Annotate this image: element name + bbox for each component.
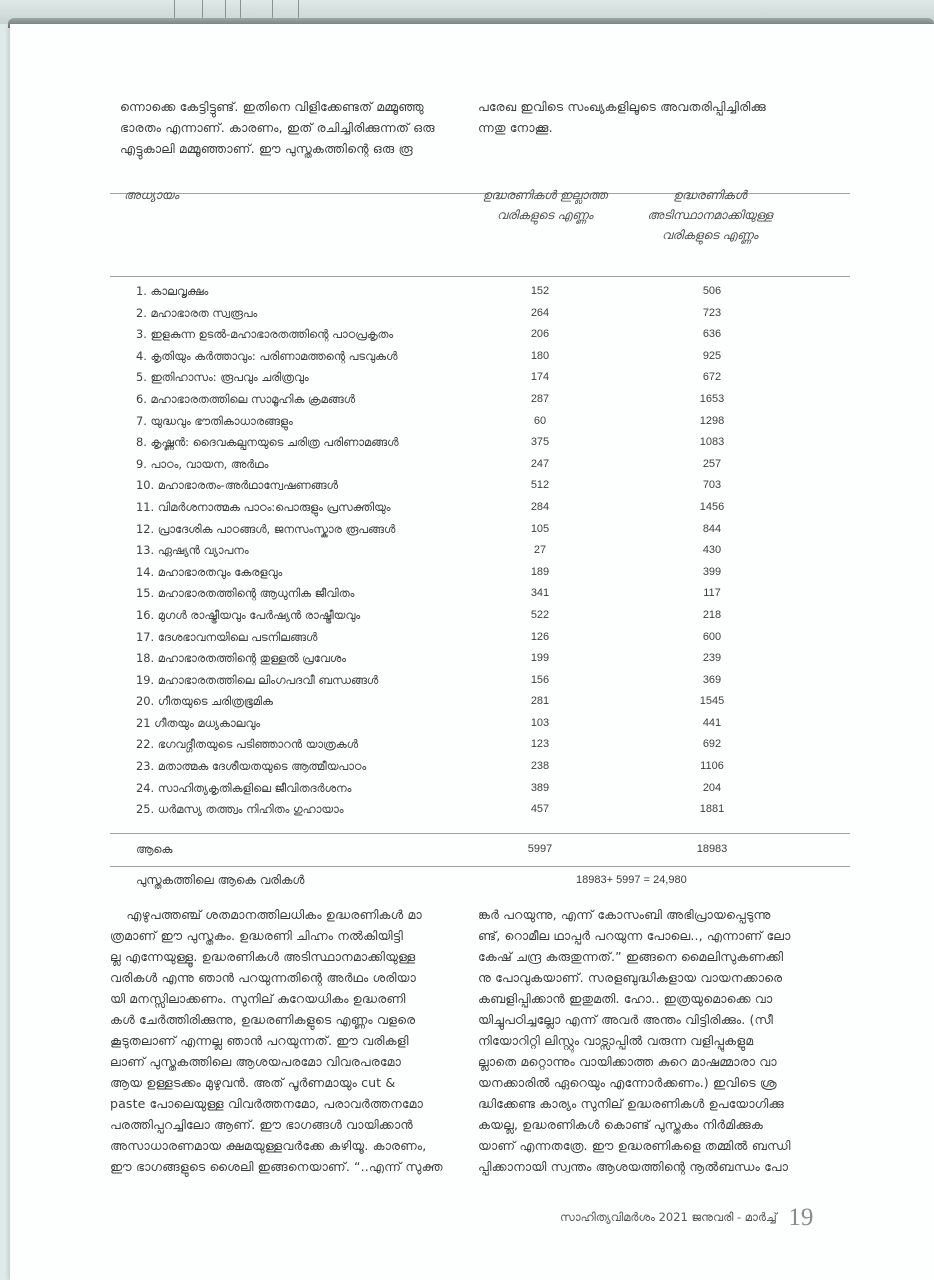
chapter-title: 4. കൃതിയും കർത്താവും: പരിണാമത്തന്റെ പടവുകൾ bbox=[136, 348, 398, 363]
lines-without-quotes: 105 bbox=[530, 522, 550, 535]
lines-with-quotes: 257 bbox=[702, 457, 722, 470]
text-line: നിയോറിറ്റി ലിസ്റ്റും വാട്സാപ്പിൽ വരുന്ന വളിപ്പുകളുമ bbox=[478, 1033, 754, 1048]
lines-with-quotes: 117 bbox=[703, 587, 721, 600]
chapter-title: 3. ഇളകുന്ന ഉടൽ-മഹാഭാരതത്തിന്റെ പാഠപ്രകൃതം bbox=[136, 327, 394, 342]
table-row bbox=[110, 649, 850, 671]
lines-without-quotes: 389 bbox=[530, 781, 550, 794]
lines-without-quotes: 206 bbox=[530, 328, 550, 341]
table-row bbox=[110, 390, 850, 412]
chapter-title: 22. ഭഗവദ്ഗീതയുടെ പടിഞ്ഞാറൻ യാത്രകൾ bbox=[136, 737, 359, 752]
lines-with-quotes: 844 bbox=[702, 522, 722, 535]
lines-without-quotes: 60 bbox=[533, 414, 547, 427]
header-lines-without-quotes bbox=[475, 185, 615, 225]
lines-with-quotes: 430 bbox=[702, 544, 722, 557]
lines-with-quotes: 672 bbox=[702, 371, 722, 384]
text-line: ന്നൊക്കെ കേട്ടിട്ടുണ്ട്. ഇതിനെ വിളിക്കേണ്ടത് മമ്മൂഞ്ഞു bbox=[120, 99, 424, 114]
table-row bbox=[110, 498, 850, 520]
header-lines-with-quotes bbox=[630, 185, 790, 245]
lines-with-quotes: 239 bbox=[702, 652, 722, 665]
text-line: ങ്കർ പറയുന്നു, എന്ന് കോസംബി അഭിപ്രായപ്പെടുന്നു bbox=[478, 907, 771, 922]
total-row bbox=[110, 834, 850, 864]
grand-total-label: പുസ്തകത്തിലെ ആകെ വരികൾ bbox=[136, 873, 305, 887]
header-line: ഉദ്ധരണികൾ bbox=[673, 188, 747, 202]
lines-without-quotes: 174 bbox=[530, 371, 550, 384]
table-bottom-rule bbox=[110, 866, 850, 867]
text-line: ല്ല എന്നേയുള്ളൂ. ഉദ്ധരണികൾ അടിസ്ഥാനമാക്കിയുള്ള bbox=[110, 949, 416, 964]
table-row bbox=[110, 347, 850, 369]
grand-total-row bbox=[110, 869, 850, 895]
header-line: വരികളുടെ എണ്ണം bbox=[496, 208, 594, 222]
lines-without-quotes: 126 bbox=[530, 630, 550, 643]
table-row bbox=[110, 757, 850, 779]
lines-without-quotes: 152 bbox=[530, 285, 550, 297]
text-line: യിച്ചുപഠിച്ചല്ലോ എന്ന് അവർ അന്തം വിട്ടിരിക്കും. (സീ bbox=[478, 1012, 773, 1027]
table-row bbox=[110, 368, 850, 390]
chapter-title: 9. പാഠം, വായന, അർഥം bbox=[136, 456, 269, 471]
chapter-title: 7. യുദ്ധവും ഭൗതികാധാരങ്ങളും bbox=[136, 413, 293, 428]
lines-with-quotes: 1653 bbox=[699, 392, 725, 405]
chapter-title: 24. സാഹിത്യകൃതികളിലെ ജീവിതദർശനം bbox=[136, 780, 352, 795]
total-without-quotes: 5997 bbox=[527, 843, 553, 855]
body-right-column bbox=[478, 904, 848, 1177]
text-line: കൂടുതലാണ് എന്നല്ല ഞാൻ പറയുന്നത്. ഈ വരികളി bbox=[110, 1033, 409, 1048]
text-line: എട്ടുകാലി മമ്മൂഞ്ഞാണ്. ഈ പുസ്തകത്തിന്റെ ഒരു രൂ bbox=[120, 141, 413, 156]
chapter-title: 5. ഇതിഹാസം: രൂപവും ചരിത്രവും bbox=[136, 370, 309, 385]
grand-total-formula: 18983+ 5997 = 24,980 bbox=[576, 874, 687, 886]
total-label: ആകെ bbox=[136, 842, 173, 856]
lines-without-quotes: 27 bbox=[533, 544, 547, 557]
text-line: ത്രമാണ് ഈ പുസ്തകം. ഉദ്ധരണി ചിഹ്നം നൽകിയിട്ടി bbox=[110, 928, 403, 943]
chapter-title: 25. ധർമസ്യ തത്ത്വം നിഹിതം ഗുഹായാം bbox=[136, 802, 344, 817]
lines-without-quotes: 247 bbox=[530, 457, 550, 470]
lines-with-quotes: 636 bbox=[702, 328, 722, 341]
text-line: ഭാരതം എന്നാണ്. കാരണം, ഇത് രചിച്ചിരിക്കുന്നത് ഒരു bbox=[120, 120, 435, 135]
lines-without-quotes: 238 bbox=[530, 760, 550, 773]
chapter-title: 16. മുഗൾ രാഷ്ട്രീയവും പേർഷ്യൻ രാഷ്ട്രീയവും bbox=[136, 607, 361, 622]
chapter-title: 14. മഹാഭാരതവും കേരളവും bbox=[136, 564, 283, 579]
text-line: യി മനസ്സിലാക്കണം. സുനില് കുറേയധികം ഉദ്ധരണി bbox=[110, 991, 406, 1006]
table-body bbox=[110, 282, 850, 822]
chapter-title: 13. ഏഷ്യൻ വ്യാപനം bbox=[136, 543, 249, 558]
lines-with-quotes: 1083 bbox=[699, 436, 725, 449]
text-line: എഴുപത്തഞ്ച് ശതമാനത്തിലധികം ഉദ്ധരണികൾ മാ bbox=[110, 907, 422, 922]
lines-with-quotes: 925 bbox=[702, 349, 722, 362]
lines-without-quotes: 287 bbox=[530, 392, 550, 405]
text-line: നു പോവുകയാണ്. സരളബുദ്ധികളായ വായനക്കാരെ bbox=[478, 970, 783, 985]
lines-without-quotes: 522 bbox=[530, 608, 550, 621]
page-number: 19 bbox=[788, 1204, 814, 1231]
chapter-title: 15. മഹാഭാരതത്തിന്റെ ആധുനിക ജീവിതം bbox=[136, 586, 355, 601]
text-line: paste പോലെയുള്ള വിവർത്തനമോ, പരാവർത്തനമോ bbox=[110, 1096, 423, 1111]
chapter-title: 20. ഗീതയുടെ ചരിത്രഭൂമിക bbox=[136, 694, 273, 709]
lines-without-quotes: 199 bbox=[530, 652, 550, 665]
table-row bbox=[110, 541, 850, 563]
intro-left-column bbox=[120, 96, 480, 159]
lines-without-quotes: 123 bbox=[530, 738, 550, 751]
lines-with-quotes: 506 bbox=[702, 285, 722, 297]
table-header bbox=[110, 183, 850, 263]
text-line: കയല്ല, ഉദ്ധരണികൾ കൊണ്ട് പുസ്തകം നിർമിക്കുക bbox=[478, 1117, 764, 1132]
chapter-title: 17. ദേശഭാവനയിലെ പടനിലങ്ങൾ bbox=[136, 629, 318, 644]
table-row bbox=[110, 584, 850, 606]
lines-with-quotes: 399 bbox=[702, 565, 722, 578]
lines-without-quotes: 264 bbox=[530, 306, 550, 319]
text-line: ആയ ഉള്ളടക്കം മുഴുവൻ. അത് പൂർണമായും cut & bbox=[110, 1075, 396, 1090]
lines-without-quotes: 375 bbox=[530, 436, 550, 449]
text-line: പരേഖ ഇവിടെ സംഖ്യകളിലൂടെ അവതരിപ്പിച്ചിരിക്കു bbox=[478, 99, 766, 114]
table-row bbox=[110, 800, 850, 822]
table-row bbox=[110, 282, 850, 304]
chapter-title: 18. മഹാഭാരതത്തിന്റെ തുള്ളൽ പ്രവേശം bbox=[136, 651, 347, 666]
table-row bbox=[110, 563, 850, 585]
lines-without-quotes: 512 bbox=[530, 479, 550, 492]
table-row bbox=[110, 779, 850, 801]
table-row bbox=[110, 628, 850, 650]
lines-with-quotes: 218 bbox=[702, 608, 722, 621]
text-line: ദ്ധിക്കേണ്ട കാര്യം സുനില് ഉദ്ധരണികൾ ഉപയോഗിക്കു bbox=[478, 1096, 784, 1111]
text-line: കബളിപ്പിക്കാൻ ഇതുമതി. ഹോ.. ഇത്രയുമൊക്കെ വാ bbox=[478, 991, 773, 1006]
chapter-title: 10. മഹാഭാരതം-അർഥാന്വേഷണങ്ങൾ bbox=[136, 478, 338, 493]
text-line: ണ്ട്, റൊമീല ഥാപ്പർ പറയുന്ന പോലെ.., എന്നാണ് ലോ bbox=[478, 928, 791, 943]
chapter-title: 21 ഗീതയും മധ്യകാലവും bbox=[136, 715, 261, 730]
text-line: വരികൾ എന്നു ഞാൻ പറയുന്നതിന്റെ അർഥം ശരിയാ bbox=[110, 970, 416, 985]
lines-with-quotes: 1298 bbox=[699, 414, 725, 427]
lines-with-quotes: 441 bbox=[702, 716, 722, 729]
text-line: പ്പിക്കാനായി സ്വന്തം ആശയത്തിന്റെ നൂൽബന്ധം പോ bbox=[478, 1159, 789, 1174]
lines-with-quotes: 204 bbox=[702, 781, 722, 794]
table-row bbox=[110, 476, 850, 498]
header-line: ഉദ്ധരണികൾ ഇല്ലാത്ത bbox=[482, 188, 608, 202]
lines-without-quotes: 189 bbox=[530, 565, 550, 578]
publication-info: സാഹിത്യവിമർശം 2021 ജനുവരി - മാർച്ച് bbox=[560, 1210, 777, 1224]
body-left-column bbox=[110, 904, 480, 1177]
chapter-title: 11. വിമർശനാത്മക പാഠം:പൊരുളും പ്രസക്തിയും bbox=[136, 499, 391, 514]
header-line: അടിസ്ഥാനമാക്കിയുള്ള bbox=[647, 208, 773, 222]
lines-with-quotes: 1106 bbox=[700, 760, 724, 773]
lines-without-quotes: 156 bbox=[530, 673, 550, 686]
lines-without-quotes: 457 bbox=[530, 803, 550, 816]
table-row bbox=[110, 735, 850, 757]
header-line: വരികളുടെ എണ്ണം bbox=[661, 228, 759, 242]
lines-with-quotes: 1881 bbox=[699, 803, 725, 816]
chapter-title: 6. മഹാഭാരതത്തിലെ സാമൂഹിക ക്രമങ്ങൾ bbox=[136, 391, 356, 406]
lines-without-quotes: 103 bbox=[530, 716, 550, 729]
lines-without-quotes: 281 bbox=[530, 695, 550, 708]
lines-without-quotes: 284 bbox=[530, 500, 550, 513]
table-row bbox=[110, 606, 850, 628]
intro-right-column bbox=[478, 96, 848, 138]
text-line: യാണ് എന്നതത്രേ. ഈ ഉദ്ധരണികളെ തമ്മിൽ ബന്ധി bbox=[478, 1138, 791, 1153]
chapter-title: 23. മതാത്മക ദേശീയതയുടെ ആത്മീയപാഠം bbox=[136, 759, 367, 774]
text-line: ന്നതു നോക്കൂ. bbox=[478, 120, 553, 135]
lines-with-quotes: 1456 bbox=[699, 500, 725, 513]
lines-without-quotes: 180 bbox=[530, 349, 550, 362]
text-line: പരത്തിപ്പറച്ചിലോ ആണ്. ഈ ഭാഗങ്ങൾ വായിക്കാൻ bbox=[110, 1117, 413, 1132]
lines-with-quotes: 723 bbox=[702, 306, 722, 319]
page-footer bbox=[560, 1204, 813, 1232]
lines-with-quotes: 703 bbox=[702, 479, 722, 492]
text-line: ല്ലാതെ മറ്റൊന്നും വായിക്കാത്ത കുറെ മാഷമ്മാരാ വാ bbox=[478, 1054, 777, 1069]
chapter-title: 19. മഹാഭാരതത്തിലെ ലിംഗപദവീ ബന്ധങ്ങൾ bbox=[136, 672, 379, 687]
chapter-title: 8. കൃഷ്ണൻ: ദൈവകല്പനയുടെ ചരിത്ര പരിണാമങ്ങൾ bbox=[136, 435, 399, 450]
table-row bbox=[110, 671, 850, 693]
lines-with-quotes: 1545 bbox=[699, 695, 725, 708]
chapter-title: 12. പ്രാദേശിക പാഠങ്ങൾ, ജനസംസ്കാര രൂപങ്ങൾ bbox=[136, 521, 396, 536]
chapter-title: 2. മഹാഭാരത സ്വരൂപം bbox=[136, 305, 258, 320]
chapter-title: 1. കാലവൃക്ഷം bbox=[136, 284, 209, 298]
table-row bbox=[110, 325, 850, 347]
lines-with-quotes: 692 bbox=[702, 738, 722, 751]
table-row bbox=[110, 412, 850, 434]
table-row bbox=[110, 714, 850, 736]
text-line: കൾ ചേർത്തിരിക്കുന്നു, ഉദ്ധരണികളുടെ എണ്ണം വളരെ bbox=[110, 1012, 416, 1027]
table-row bbox=[110, 520, 850, 542]
text-line: കേഷ് ചന്ദ്ര കരുതുന്നത്.” ഇങ്ങനെ മൈലിസുകണക്കി bbox=[478, 949, 784, 964]
header-chapter: അധ്യായം bbox=[124, 188, 179, 202]
table-header-rule bbox=[110, 276, 850, 277]
total-with-quotes: 18983 bbox=[696, 843, 728, 855]
lines-with-quotes: 600 bbox=[702, 630, 722, 643]
text-line: ഈ ഭാഗങ്ങളുടെ ശൈലി ഇങ്ങനെയാണ്. “..എന്ന് സുക്ത bbox=[110, 1159, 443, 1174]
text-line: അസാധാരണമായ ക്ഷമയുള്ളവർക്കേ കഴിയൂ. കാരണം, bbox=[110, 1138, 427, 1153]
table-row bbox=[110, 433, 850, 455]
text-line: യനക്കാരിൽ ഏറെയും എന്നോർക്കണം.) ഇവിടെ ശ്ര bbox=[478, 1075, 777, 1090]
text-line: ലാണ് പുസ്തകത്തിലെ ആശയപരമോ വിവരപരമോ bbox=[110, 1054, 402, 1069]
table-row bbox=[110, 692, 850, 714]
lines-with-quotes: 369 bbox=[702, 673, 722, 686]
table-row bbox=[110, 304, 850, 326]
table-row bbox=[110, 455, 850, 477]
lines-without-quotes: 341 bbox=[530, 587, 550, 600]
